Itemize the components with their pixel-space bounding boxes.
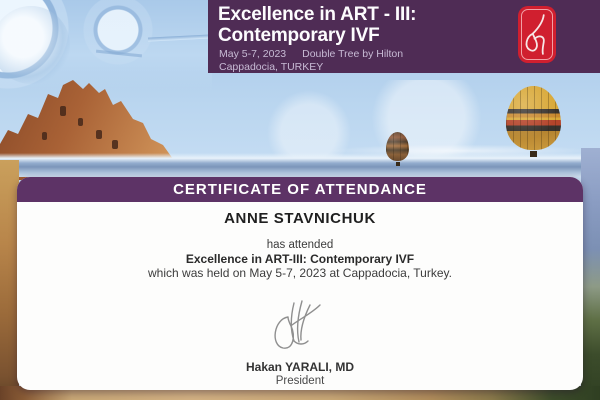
event-date: May 5-7, 2023	[219, 48, 287, 60]
certificate-banner	[17, 177, 583, 202]
balloon-envelope	[506, 86, 561, 150]
attendee-name: ANNE STAVNICHUK	[224, 210, 376, 227]
event-venue: Double Tree by Hilton	[302, 48, 404, 60]
handwritten-signature-icon	[264, 295, 336, 355]
event-details-line: which was held on May 5-7, 2023 at Cappadocia, Turkey.	[148, 266, 452, 280]
hacettepe-university-h-logo-icon	[518, 6, 556, 63]
balloon-basket	[530, 151, 537, 157]
event-meta	[219, 48, 403, 73]
event-title	[218, 4, 416, 46]
certificate-banner-title: CERTIFICATE OF ATTENDANCE	[173, 181, 427, 198]
signatory-title: President	[275, 375, 325, 387]
event-date-venue	[219, 48, 403, 61]
stylized-h-glyph	[521, 10, 553, 59]
signature-area	[17, 295, 583, 357]
event-title-line1: Excellence in ART - III:	[218, 4, 417, 25]
event-title-line2: Contemporary IVF	[218, 25, 380, 46]
egg-cell-icon	[0, 6, 70, 84]
balloon-envelope	[386, 132, 409, 161]
event-name-line: Excellence in ART-III: Contemporary IVF	[185, 252, 415, 266]
attended-label: has attended	[266, 239, 334, 251]
holding-pipette-icon	[96, 50, 142, 58]
right-valley-strip	[581, 148, 600, 400]
hot-air-balloon-large-icon	[506, 86, 561, 157]
balloon-basket	[396, 162, 400, 166]
event-location: Cappadocia, TURKEY	[219, 60, 324, 73]
injection-pipette-icon	[148, 34, 212, 41]
hot-air-balloon-small-icon	[386, 132, 409, 166]
certificate-panel	[17, 177, 583, 390]
signatory-name: Hakan YARALI, MD	[245, 360, 355, 374]
